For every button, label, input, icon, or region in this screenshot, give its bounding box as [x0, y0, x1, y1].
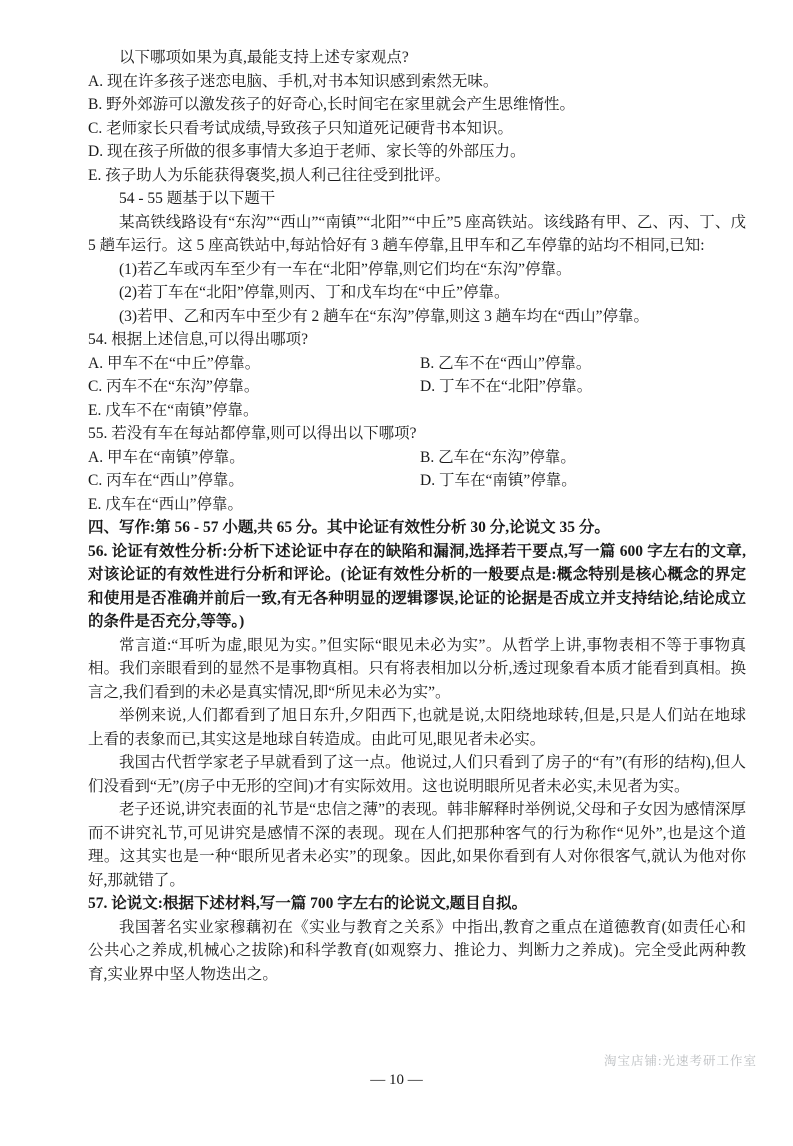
q53-option-c: C. 老师家长只看考试成绩,导致孩子只知道死记硬背书本知识。: [88, 119, 513, 137]
q56-material-paragraph-4: 老子还说,讲究表面的礼节是“忠信之薄”的表现。韩非解释时举例说,父母和子女因为感情深厚而不讲究礼节,可见讲究是感情不深的表现。现在人们把那种客气的行为称作“见外”,也是这个道理。这其实也是一种“眼所见者未必实”的现象。因此,如果你看到有人对你很客气,就认为他对你好,那就错了。: [88, 801, 746, 889]
q56-instruction: 56. 论证有效性分析:分析下述论证中存在的缺陷和漏洞,选择若干要点,写一篇 600 字左右的文章,对该论证的有效性进行分析和评论。(论证有效性分析的一般要点是:概念特别是核心概念的界定和使用是否准确并前后一致,有无各种明显的逻辑谬误,论证的论据是否成立并支持结论,结论成立的条件是否充分,等等。): [88, 542, 746, 630]
q54-options-row-2: [88, 375, 746, 399]
q55-option-d: D. 丁车在“南镇”停靠。: [420, 472, 577, 489]
stem-54-55-condition-3: (3)若甲、乙和丙车中至少有 2 趟车在“东沟”停靠,则这 3 趟车均在“西山”停靠。: [119, 307, 649, 325]
q55-options-row-2: [88, 469, 746, 493]
q54-stem: 54. 根据上述信息,可以得出哪项?: [88, 331, 309, 348]
stem-54-55-body: 某高铁线路设有“东沟”“西山”“南镇”“北阳”“中丘”5 座高铁站。该线路有甲、乙、丙、丁、戊 5 趟车运行。这 5 座高铁站中,每站恰好有 3 趟车停靠,且甲车和乙车停靠的站均不相同,已知:: [88, 213, 746, 254]
q54-option-c: C. 丙车不在“东沟”停靠。: [88, 378, 260, 395]
q55-options-row-1: [88, 446, 746, 470]
section-4-heading: 四、写作:第 56 - 57 小题,共 65 分。其中论证有效性分析 30 分,论说文 35 分。: [88, 519, 610, 536]
q56-material-paragraph-2: 举例来说,人们都看到了旭日东升,夕阳西下,也就是说,太阳绕地球转,但是,只是人们站在地球上看的表象而已,其实这是地球自转造成。由此可见,眼见者未必实。: [88, 707, 746, 748]
q53-option-e: E. 孩子助人为乐能获得褒奖,损人利己往往受到批评。: [88, 166, 451, 184]
q55-option-a: A. 甲车在“南镇”停靠。: [88, 448, 245, 466]
q53-option-d: D. 现在孩子所做的很多事情大多迫于老师、家长等的外部压力。: [88, 143, 526, 160]
q54-options-row-1: [88, 352, 746, 376]
q53-option-a: A. 现在许多孩子迷恋电脑、手机,对书本知识感到索然无味。: [88, 72, 499, 90]
stem-54-55-condition-1: (1)若乙车或丙车至少有一车在“北阳”停靠,则它们均在“东沟”停靠。: [119, 260, 572, 278]
page-number: — 10 —: [370, 1072, 423, 1088]
q53-stem: 以下哪项如果为真,最能支持上述专家观点?: [119, 49, 409, 66]
q55-option-c: C. 丙车在“西山”停靠。: [88, 472, 244, 489]
page-content: [88, 46, 746, 986]
q54-option-d: D. 丁车不在“北阳”停靠。: [420, 378, 593, 395]
shop-watermark: 淘宝店铺:光速考研工作室: [604, 1054, 757, 1068]
q55-option-b: B. 乙车在“东沟”停靠。: [420, 448, 576, 466]
q57-instruction: 57. 论说文:根据下述材料,写一篇 700 字左右的论说文,题目自拟。: [88, 895, 528, 912]
q53-option-b: B. 野外郊游可以激发孩子的好奇心,长时间宅在家里就会产生思维惰性。: [88, 96, 575, 113]
q56-material-paragraph-1: 常言道:“耳听为虚,眼见为实。”但实际“眼见未必为实”。从哲学上讲,事物表相不等于事物真相。我们亲眼看到的显然不是事物真相。只有将表相加以分析,透过现象看本质才能看到真相。换言之,我们看到的未必是真实情况,即“所见未必为实”。: [88, 636, 746, 701]
q55-stem: 55. 若没有车在每站都停靠,则可以得出以下哪项?: [88, 425, 417, 442]
q56-material-paragraph-3: 我国古代哲学家老子早就看到了这一点。他说过,人们只看到了房子的“有”(有形的结构),但人们没看到“无”(房子中无形的空间)才有实际效用。这也说明眼所见者未必实,未见者为实。: [88, 754, 746, 795]
q55-option-e: E. 戊车在“西山”停靠。: [88, 495, 243, 513]
q54-option-a: A. 甲车不在“中丘”停靠。: [88, 354, 261, 372]
q57-material-paragraph-1: 我国著名实业家穆藕初在《实业与教育之关系》中指出,教育之重点在道德教育(如责任心和公共心之养成,机械心之拔除)和科学教育(如观察力、推论力、判断力之养成)。完全受此两种教育,实业界中坚人物迭出之。: [88, 918, 746, 983]
stem-54-55-heading: 54 - 55 题基于以下题干: [119, 190, 276, 207]
q54-option-e: E. 戊车不在“南镇”停靠。: [88, 401, 259, 419]
q54-option-b: B. 乙车不在“西山”停靠。: [420, 354, 592, 372]
stem-54-55-condition-2: (2)若丁车在“北阳”停靠,则丙、丁和戊车均在“中丘”停靠。: [119, 284, 510, 301]
